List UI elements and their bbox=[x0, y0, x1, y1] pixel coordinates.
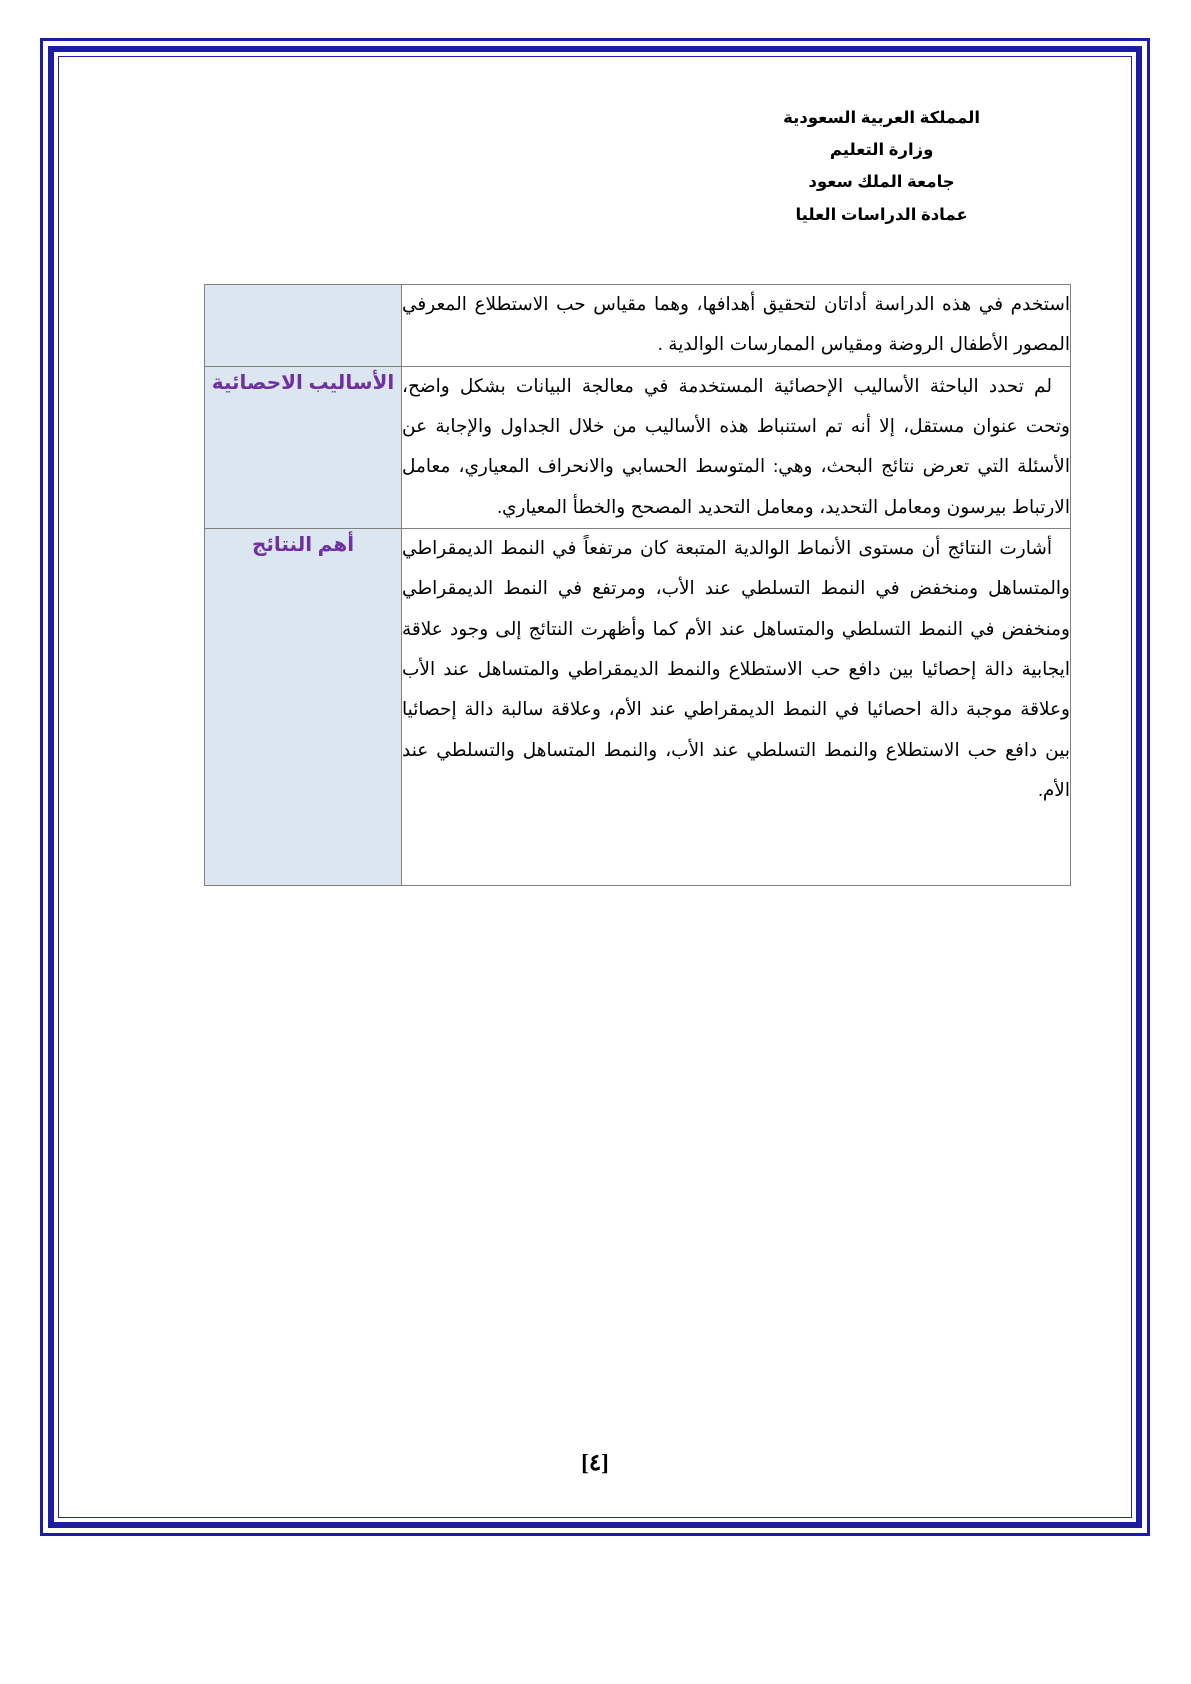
border-corner-top-right bbox=[1116, 46, 1142, 72]
cell-label-statistical-methods: الأساليب الاحصائية bbox=[205, 366, 402, 528]
cell-body-statistical-methods bbox=[402, 366, 1071, 528]
study-summary-table bbox=[204, 284, 1071, 886]
border-corner-bottom-left bbox=[48, 1502, 74, 1528]
header-line-ministry: وزارة التعليم bbox=[829, 141, 934, 160]
header-line-university: جامعة الملك سعود bbox=[808, 173, 955, 192]
cell-body-instruments bbox=[402, 285, 1071, 367]
table-row-instruments bbox=[205, 285, 1071, 367]
table-row-statistical-methods bbox=[205, 366, 1071, 528]
cell-label-instruments bbox=[205, 285, 402, 367]
cell-label-main-results: أهم النتائج bbox=[205, 528, 402, 885]
header-line-deanship: عمادة الدراسات العليا bbox=[795, 205, 968, 224]
institution-header bbox=[783, 102, 980, 231]
text-statistical-methods: لم تحدد الباحثة الأساليب الإحصائية المستخدمة في معالجة البيانات بشكل واضح، وتحت عنوان مستقل، إلا أنه تم استنباط هذه الأساليب من خلال الجداول والإجابة عن الأسئلة التي تعرض نتائج البحث، وهي: المتوسط الحسابي والانحراف المعياري، معامل الارتباط بيرسون ومعامل التحديد، ومعامل التحديد المصحح والخطأ المعياري. bbox=[402, 376, 1070, 518]
text-main-results: أشارت النتائج أن مستوى الأنماط الوالدية المتبعة كان مرتفعاً في النمط الديمقراطي والمتساهل ومنخفض في النمط التسلطي عند الأب، ومرتفع في النمط الديمقراطي ومنخفض في النمط التسلطي والمتساهل عند الأم كما وأظهرت النتائج إلى وجود علاقة ايجابية دالة إحصائيا بين دافع حب الاستطلاع والنمط الديمقراطي والمتساهل عند الأب وعلاقة موجبة دالة احصائيا في النمط الديمقراطي عند الأم، وعلاقة سالبة دالة إحصائيا بين دافع حب الاستطلاع والنمط التسلطي عند الأب، والنمط المتساهل والتسلطي عند الأم. bbox=[402, 538, 1070, 801]
text-instruments: استخدم في هذه الدراسة أداتان لتحقيق أهدافها، وهما مقياس حب الاستطلاع المعرفي المصور الأطفال الروضة ومقياس الممارسات الوالدية . bbox=[402, 295, 1070, 356]
cell-body-main-results bbox=[402, 528, 1071, 885]
page-content bbox=[80, 80, 1110, 1500]
page-number: [٤] bbox=[581, 1450, 609, 1475]
border-corner-bottom-right bbox=[1116, 1502, 1142, 1528]
border-corner-top-left bbox=[48, 46, 74, 72]
header-line-kingdom: المملكة العربية السعودية bbox=[783, 109, 980, 127]
table-row-main-results bbox=[205, 528, 1071, 885]
